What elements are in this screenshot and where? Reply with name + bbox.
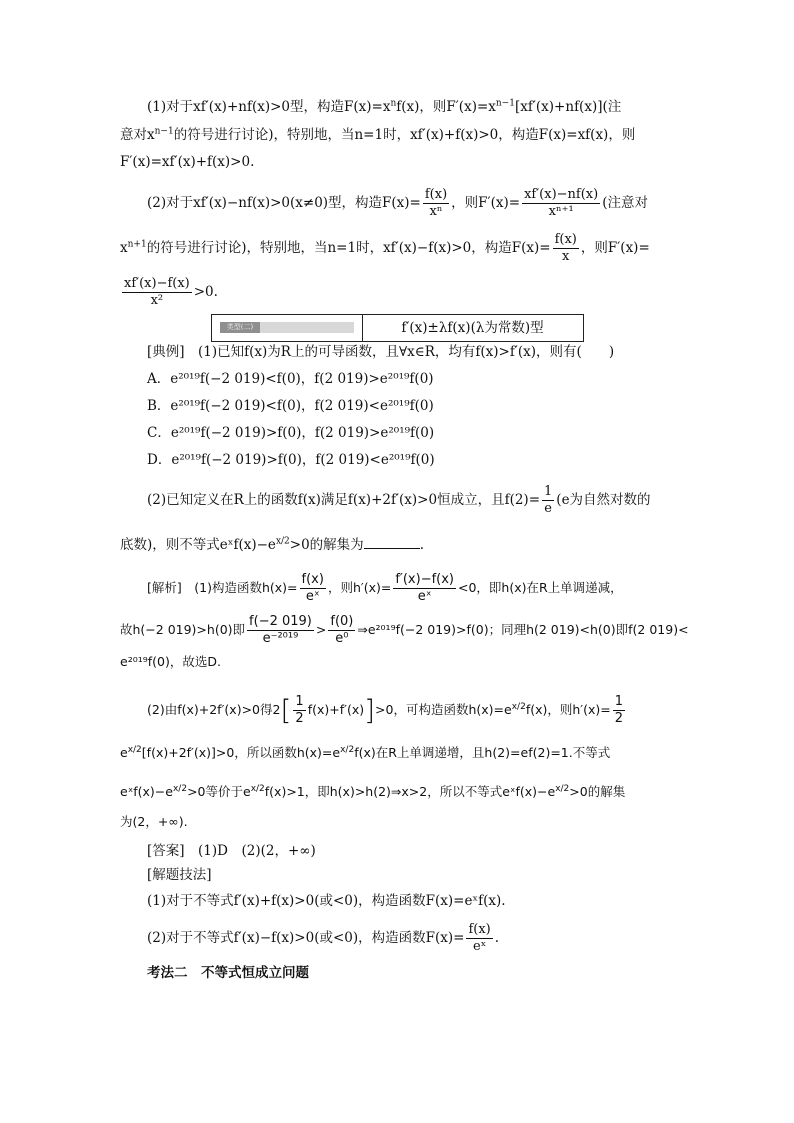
fraction-numerator: xf′(x)−f(x): [124, 276, 190, 291]
example-question-2-line-1: [147, 484, 651, 517]
superscript: n−1: [495, 98, 515, 109]
intro-line-4: [147, 187, 648, 220]
analysis-text: f(x)>1，即h(x)>h(2)⇒x>2，所以不等式eˣf(x)−e: [264, 784, 556, 799]
intro-text: 意对x: [120, 127, 155, 143]
type-label-pill: 类型(二): [220, 322, 260, 333]
fraction-numerator: f(x): [554, 232, 577, 247]
fraction-numerator: xf′(x)−nf(x): [524, 187, 599, 202]
fraction-denominator: x: [562, 249, 570, 264]
intro-line-1: [147, 98, 621, 116]
intro-text: (1)对于: [147, 99, 194, 115]
fraction-numerator: f(x): [468, 922, 491, 937]
superscript: x/2: [172, 783, 188, 794]
superscript: x/2: [275, 536, 290, 547]
intro-text: >0.: [193, 284, 218, 300]
answer-blank: [364, 536, 420, 549]
intro-text: f(x)，则F′(x)=x: [396, 99, 496, 115]
analysis-line-4: [147, 694, 627, 727]
type-heading-box: [211, 314, 584, 342]
superscript: n: [390, 98, 397, 109]
intro-text: ，则F′(x)=: [580, 240, 650, 256]
intro-line-3: F′(x)=xf′(x)+f(x)>0.: [120, 154, 255, 170]
fraction-numerator: f(x): [424, 187, 448, 202]
superscript: x/2: [511, 701, 526, 712]
analysis-line-1: [147, 572, 623, 605]
superscript: x/2: [555, 783, 570, 794]
fraction-denominator: eˣ: [417, 589, 432, 604]
tips-text: .: [494, 930, 500, 946]
superscript: x/2: [127, 744, 142, 755]
analysis-text: f(x)在R上单调递增，且h(2)=ef(2)=1.不等式: [354, 745, 611, 760]
section-heading: 考法二 不等式恒成立问题: [147, 965, 309, 981]
fraction: [247, 614, 314, 647]
analysis-text: >0的解集: [569, 784, 626, 799]
superscript: n−1: [154, 126, 174, 137]
fraction-denominator: x²: [150, 293, 164, 308]
analysis-text: e: [120, 745, 128, 760]
fraction-numerator: 1: [544, 484, 553, 499]
analysis-text: eˣf(x)−e: [120, 784, 173, 799]
analysis-line-6: [120, 783, 625, 801]
fraction-numerator: 1: [295, 694, 304, 709]
intro-text: 的符号进行讨论)，特别地，当n=1时，xf′(x)−f(x)>0，构造F(x)=: [146, 240, 551, 256]
intro-text: xf′(x)+nf(x)>0型，构造F(x)=x: [193, 99, 391, 115]
superscript: n+1: [127, 239, 147, 250]
fraction: [393, 572, 456, 605]
fraction-denominator: eˣ: [305, 589, 320, 604]
question-text: >0的解集为: [289, 537, 364, 553]
analysis-text: >0等价于e: [187, 784, 251, 799]
left-bracket: [: [280, 693, 292, 727]
fraction: [542, 484, 554, 517]
fraction-denominator: 2: [295, 711, 304, 726]
intro-text: 的符号进行讨论)，特别地，当n=1时，xf′(x)+f(x)>0，构造F(x)=xf(x)，则: [173, 127, 636, 143]
option-b: B．e²⁰¹⁹f(−2 019)<f(0)，f(2 019)<e²⁰¹⁹f(0): [147, 398, 434, 414]
option-a: A．e²⁰¹⁹f(−2 019)<f(0)，f(2 019)>e²⁰¹⁹f(0): [147, 371, 434, 387]
intro-line-2: [120, 126, 635, 144]
analysis-text: ，则h′(x)=: [327, 580, 392, 595]
fraction: [553, 232, 579, 265]
option-c: C．e²⁰¹⁹f(−2 019)>f(0)，f(2 019)>e²⁰¹⁹f(0): [147, 425, 435, 441]
analysis-line-2: [120, 614, 689, 647]
fraction-numerator: f(x): [301, 572, 324, 587]
fraction-denominator: e: [544, 501, 552, 516]
fraction: [522, 187, 600, 220]
intro-line-6: [120, 276, 218, 309]
fraction-numerator: f(0): [330, 614, 354, 629]
right-bracket: ]: [364, 693, 376, 727]
analysis-text: f(x)+f′(x): [307, 702, 365, 717]
fraction: [423, 187, 449, 220]
superscript: x/2: [340, 744, 355, 755]
intro-text: x: [120, 240, 128, 256]
tips-line-1: (1)对于不等式f′(x)+f(x)>0(或<0)，构造函数F(x)=eˣf(x).: [147, 893, 506, 909]
analysis-text: <0，即h(x)在R上单调递减，: [458, 580, 623, 595]
option-d: D．e²⁰¹⁹f(−2 019)>f(0)，f(2 019)<e²⁰¹⁹f(0): [147, 452, 435, 468]
analysis-text: >: [315, 622, 327, 637]
fraction: [293, 694, 305, 727]
fraction-numerator: 1: [614, 694, 624, 709]
tips-text: (2)对于不等式f′(x)−f(x)>0(或<0)，构造函数F(x)=: [147, 930, 465, 946]
example-question-2-line-2: [120, 536, 424, 554]
question-text: .: [419, 537, 424, 553]
analysis-line-3: e²⁰¹⁹f(0)，故选D.: [120, 654, 221, 669]
fraction: [466, 922, 492, 955]
analysis-text: [解析] (1)构造函数h(x)=: [147, 580, 298, 595]
intro-text: ，则F′(x)=: [451, 195, 521, 211]
analysis-text: >0，可构造函数h(x)=e: [375, 702, 512, 717]
fraction-denominator: 2: [614, 711, 624, 726]
analysis-line-7: 为(2，+∞).: [120, 814, 188, 829]
analysis-text: f(x)，则h′(x)=: [525, 702, 611, 717]
question-text: (e为自然对数的: [556, 492, 651, 508]
answer-line: [答案] (1)D (2)(2，+∞): [147, 843, 316, 859]
question-text: 底数)，则不等式eˣf(x)−e: [120, 537, 276, 553]
analysis-text: ⇒e²⁰¹⁹f(−2 019)>f(0)；同理h(2 019)<h(0)即f(2 019)<: [357, 622, 689, 637]
intro-text: [xf′(x)+nf(x)](注: [514, 99, 622, 115]
analysis-text: 故h(−2 019)>h(0)即: [120, 622, 246, 637]
fraction-denominator: eˣ: [473, 939, 487, 954]
fraction-denominator: e⁰: [335, 631, 349, 646]
fraction-numerator: f(−2 019): [249, 614, 312, 629]
fraction: [300, 572, 326, 605]
intro-line-5: [120, 232, 650, 265]
fraction-denominator: xⁿ: [429, 204, 443, 219]
analysis-line-5: [120, 744, 610, 762]
analysis-text: (2)由f(x)+2f′(x)>0得2: [147, 702, 281, 717]
analysis-text: [f(x)+2f′(x)]>0，所以函数h(x)=e: [141, 745, 341, 760]
tips-line-2: [147, 922, 499, 955]
fraction-denominator: xⁿ⁺¹: [548, 204, 574, 219]
type-label-bar: [260, 322, 354, 333]
fraction-denominator: e⁻²⁰¹⁹: [262, 631, 299, 646]
type-heading-left-cell: [212, 315, 363, 341]
intro-text: (2)对于xf′(x)−nf(x)>0(x≠0)型，构造F(x)=: [147, 195, 421, 211]
tips-title: [解题技法]: [147, 867, 212, 883]
fraction-numerator: f′(x)−f(x): [395, 572, 454, 587]
superscript: x/2: [250, 783, 265, 794]
fraction: [328, 614, 355, 647]
example-question-1: [典例] (1)已知f(x)为R上的可导函数，且∀x∈R，均有f(x)>f′(x)，则有( ): [147, 344, 615, 360]
intro-text: (注意对: [602, 195, 648, 211]
question-text: (2)已知定义在R上的函数f(x)满足f(x)+2f′(x)>0恒成立，且f(2)=: [147, 492, 541, 508]
type-heading-title: f′(x)±λf(x)(λ为常数)型: [401, 320, 544, 336]
fraction: [122, 276, 192, 309]
fraction: [613, 694, 625, 727]
